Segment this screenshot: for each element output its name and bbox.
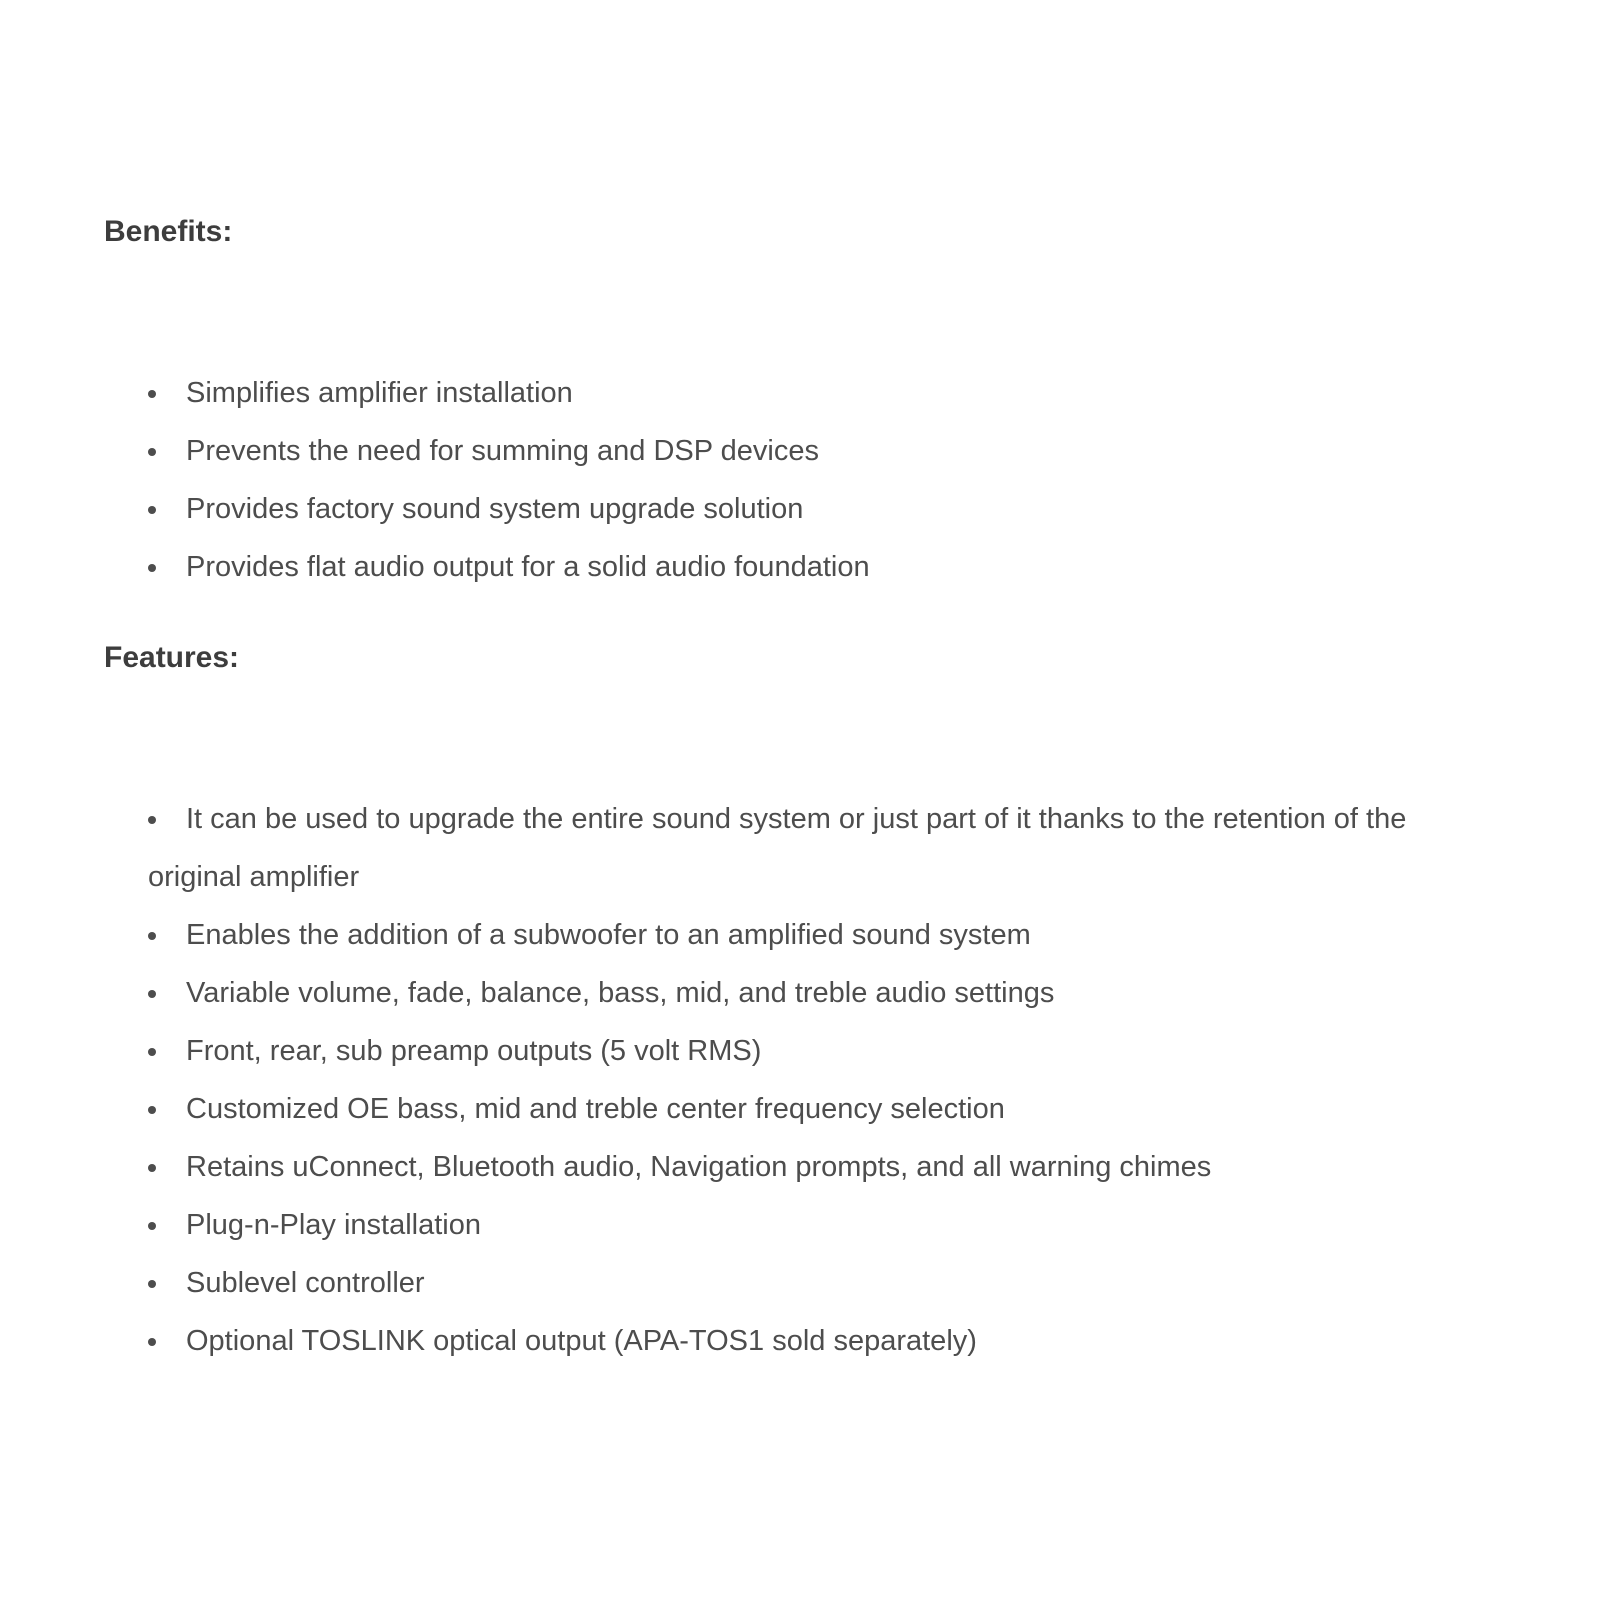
list-item: • Provides factory sound system upgrade solution bbox=[148, 480, 1496, 538]
list-item: • Enables the addition of a subwoofer to an amplified sound system bbox=[148, 906, 1496, 964]
section-heading: Features: bbox=[104, 641, 240, 674]
section-heading: Benefits: bbox=[104, 215, 233, 248]
list-item: • Prevents the need for summing and DSP devices bbox=[148, 422, 1496, 480]
document-section bbox=[104, 212, 1496, 596]
list-item: • Provides flat audio output for a solid audio foundation bbox=[148, 538, 1496, 596]
list-item: • Variable volume, fade, balance, bass, mid, and treble audio settings bbox=[148, 964, 1496, 1022]
list-item: • Simplifies amplifier installation bbox=[148, 364, 1496, 422]
bullet-list bbox=[104, 364, 1496, 596]
list-item: • Sublevel controller bbox=[148, 1254, 1496, 1312]
list-item: • Plug-n-Play installation bbox=[148, 1196, 1496, 1254]
list-item: • It can be used to upgrade the entire sound system or just part of it thanks to the retention of the original amplifier bbox=[148, 790, 1496, 906]
document-section bbox=[104, 638, 1496, 1370]
list-item: • Front, rear, sub preamp outputs (5 volt RMS) bbox=[148, 1022, 1496, 1080]
list-item: • Customized OE bass, mid and treble center frequency selection bbox=[148, 1080, 1496, 1138]
bullet-list bbox=[104, 790, 1496, 1370]
list-item: • Optional TOSLINK optical output (APA-TOS1 sold separately) bbox=[148, 1312, 1496, 1370]
list-item: • Retains uConnect, Bluetooth audio, Navigation prompts, and all warning chimes bbox=[148, 1138, 1496, 1196]
